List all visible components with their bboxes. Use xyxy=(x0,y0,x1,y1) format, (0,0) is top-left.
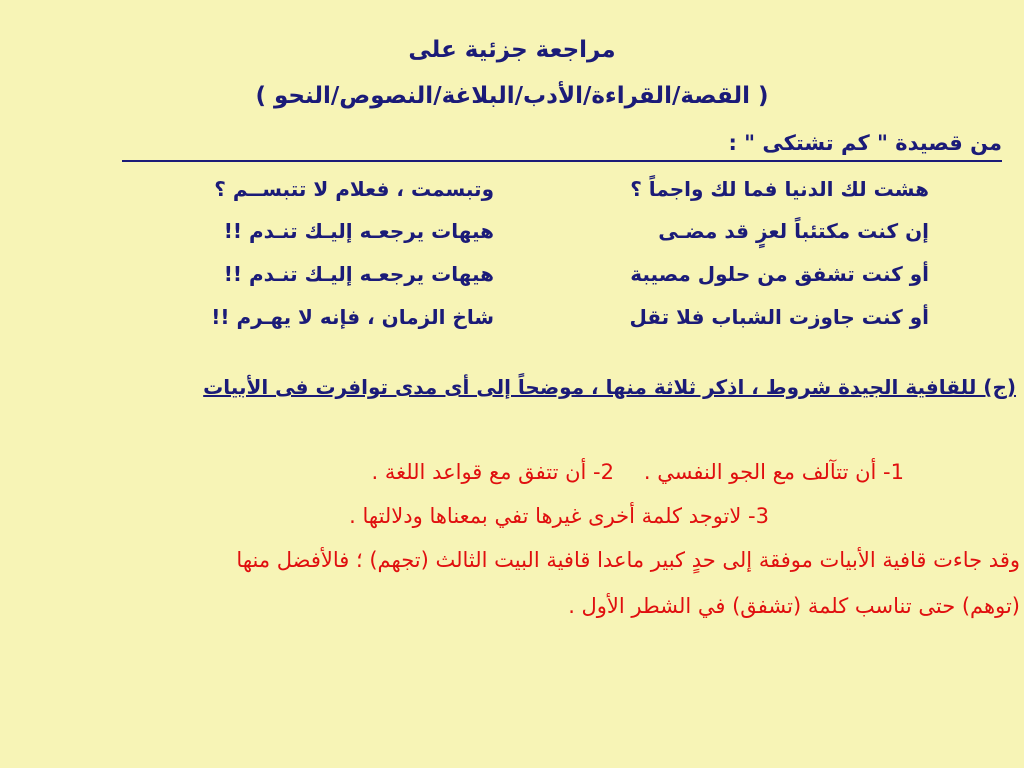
poem-divider xyxy=(122,160,1002,162)
verse-2-second-hemistich: هيهات يرجعـه إليـك تنـدم !! xyxy=(223,219,494,243)
verse-2-first-hemistich: إن كنت مكتئباً لعزٍ قد مضـى xyxy=(658,219,929,243)
slide-subtitle: ( القصة/القراءة/الأدب/البلاغة/النصوص/النحو ) xyxy=(255,83,769,109)
question-heading: (ج) للقافية الجيدة شروط ، اذكر ثلاثة منها ، موضحاً إلى أى مدى توافرت فى الأبيات xyxy=(203,375,1016,399)
verse-3-second-hemistich: هيهات يرجعـه إليـك تنـدم !! xyxy=(223,262,494,286)
answer-paragraph-line-2: (توهم) حتى تناسب كلمة (تشفق) في الشطر الأول . xyxy=(568,594,1020,618)
answer-paragraph-line-1: وقد جاءت قافية الأبيات موفقة إلى حدٍ كبير ماعدا قافية البيت الثالث (تجهم) ؛ فالأفضل منها xyxy=(236,548,1020,572)
verse-1-first-hemistich: هشت لك الدنيا فما لك واجماً ؟ xyxy=(630,177,929,201)
poem-intro: من قصيدة " كم تشتكى " : xyxy=(728,131,1002,155)
answer-point-3: 3- لاتوجد كلمة أخرى غيرها تفي بمعناها ودلالتها . xyxy=(349,504,769,528)
slide-title: مراجعة جزئية على xyxy=(408,37,616,63)
verse-1-second-hemistich: وتبسمت ، فعلام لا تتبســم ؟ xyxy=(214,177,494,201)
verse-4-second-hemistich: شاخ الزمان ، فإنه لا يهـرم !! xyxy=(211,305,494,329)
verse-3-first-hemistich: أو كنت تشفق من حلول مصيبة xyxy=(630,262,929,286)
verse-4-first-hemistich: أو كنت جاوزت الشباب فلا تقل xyxy=(629,305,929,329)
answer-point-2: 2- أن تتفق مع قواعد اللغة . xyxy=(371,460,614,484)
answer-point-1: 1- أن تتآلف مع الجو النفسي . xyxy=(643,460,904,484)
